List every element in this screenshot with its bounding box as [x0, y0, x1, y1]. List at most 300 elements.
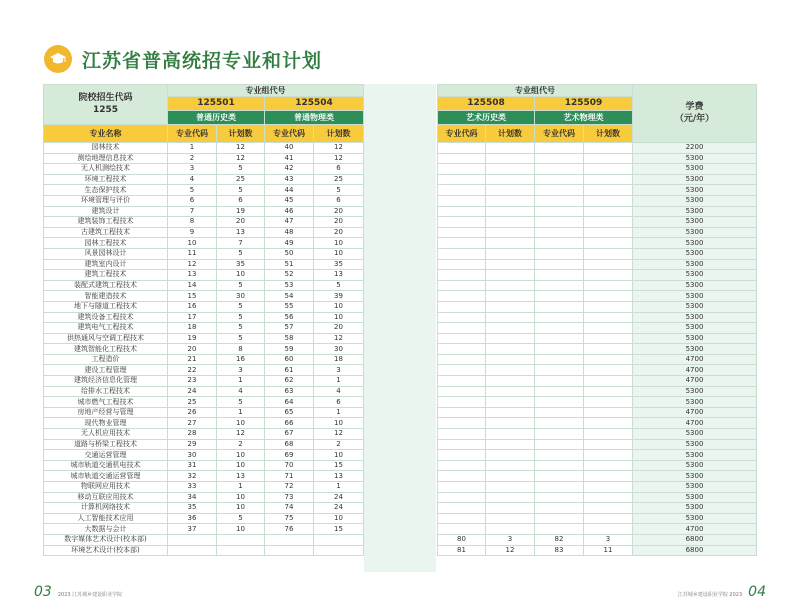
group-subject: 艺术历史类 — [438, 111, 535, 125]
major-code-cell — [168, 534, 217, 545]
tuition-cell: 5300 — [633, 248, 757, 259]
major-name-cell: 数字媒体艺术设计(校本部) — [44, 534, 168, 545]
plan-count-cell: 6 — [314, 195, 364, 206]
plan-count-cell: 3 — [217, 365, 265, 376]
major-code-cell — [535, 418, 584, 429]
fee-header-unit: （元/年） — [674, 113, 715, 124]
plan-count-cell: 2 — [314, 439, 364, 450]
plan-count-cell: 12 — [486, 545, 535, 556]
plan-count-cell: 6 — [217, 195, 265, 206]
plan-count-cell — [584, 513, 633, 524]
plan-count-cell — [486, 238, 535, 249]
table-row — [438, 524, 757, 535]
major-code-cell — [438, 450, 486, 461]
plan-count-cell — [584, 280, 633, 291]
plan-count-cell — [486, 344, 535, 355]
major-name-cell: 城市轨道交通运营管理 — [44, 471, 168, 482]
major-name-cell: 建筑工程技术 — [44, 270, 168, 281]
major-name-cell: 城市燃气工程技术 — [44, 397, 168, 408]
plan-count-cell: 5 — [217, 280, 265, 291]
plan-count-cell: 5 — [217, 397, 265, 408]
plan-count-cell — [486, 185, 535, 196]
major-code-cell: 9 — [168, 227, 217, 238]
plan-count-cell — [584, 376, 633, 387]
page-number-left: 03 — [34, 584, 52, 600]
plan-count-cell: 18 — [314, 354, 364, 365]
major-code-cell: 44 — [265, 185, 314, 196]
plan-count-cell — [584, 471, 633, 482]
tuition-cell: 5300 — [633, 323, 757, 334]
plan-count-cell: 10 — [217, 492, 265, 503]
table-row — [438, 312, 757, 323]
plan-count-cell: 10 — [314, 513, 364, 524]
plan-count-cell: 10 — [217, 524, 265, 535]
plan-count-cell — [486, 418, 535, 429]
plan-count-cell — [314, 545, 364, 556]
plan-count-cell — [584, 270, 633, 281]
major-code-cell: 26 — [168, 407, 217, 418]
tuition-cell: 5300 — [633, 513, 757, 524]
major-code-cell — [438, 195, 486, 206]
table-row — [44, 164, 364, 175]
table-row — [44, 206, 364, 217]
major-code-cell — [535, 259, 584, 270]
group-label: 专业组代号 — [438, 85, 633, 97]
plan-count-cell: 25 — [314, 174, 364, 185]
major-code-cell: 45 — [265, 195, 314, 206]
plan-count-cell: 25 — [217, 174, 265, 185]
major-name-cell: 地下与隧道工程技术 — [44, 301, 168, 312]
plan-count-cell — [486, 174, 535, 185]
major-name-cell: 给排水工程技术 — [44, 386, 168, 397]
table-row — [438, 333, 757, 344]
major-code-cell: 13 — [168, 270, 217, 281]
major-code-cell — [535, 344, 584, 355]
major-code-header: 专业代码 — [265, 125, 314, 143]
major-code-header: 专业代码 — [438, 125, 486, 143]
fee-header — [633, 85, 757, 143]
tuition-cell: 6800 — [633, 534, 757, 545]
plan-count-cell — [486, 450, 535, 461]
plan-count-cell — [486, 333, 535, 344]
major-code-cell — [438, 259, 486, 270]
plan-count-cell: 4 — [314, 386, 364, 397]
institution-label: 院校招生代码 — [78, 93, 133, 104]
major-code-cell — [535, 153, 584, 164]
table-row — [44, 450, 364, 461]
tuition-cell: 5300 — [633, 503, 757, 514]
tuition-cell: 5300 — [633, 185, 757, 196]
major-code-cell — [535, 301, 584, 312]
major-code-cell — [438, 174, 486, 185]
plan-count-cell — [584, 323, 633, 334]
major-name-cell: 大数据与会计 — [44, 524, 168, 535]
major-name-cell: 环境管理与评价 — [44, 195, 168, 206]
group-code: 125504 — [265, 97, 364, 111]
major-code-cell: 53 — [265, 280, 314, 291]
plan-count-cell: 19 — [217, 206, 265, 217]
plan-count-cell — [584, 397, 633, 408]
major-code-cell — [438, 344, 486, 355]
major-code-cell — [438, 397, 486, 408]
institution-cell — [44, 85, 168, 125]
table-row — [438, 386, 757, 397]
plan-count-cell — [217, 545, 265, 556]
table-row — [44, 280, 364, 291]
major-name-cell: 建筑设备工程技术 — [44, 312, 168, 323]
plan-count-cell: 11 — [584, 545, 633, 556]
table-row — [438, 471, 757, 482]
plan-count-cell — [486, 153, 535, 164]
page-number-right: 04 — [748, 584, 766, 600]
major-code-cell — [438, 365, 486, 376]
plan-count-cell — [486, 492, 535, 503]
major-code-cell — [438, 354, 486, 365]
tuition-cell: 4700 — [633, 354, 757, 365]
major-code-cell — [535, 450, 584, 461]
plan-count-cell — [486, 195, 535, 206]
plan-count-cell — [584, 227, 633, 238]
plan-count-cell: 12 — [217, 143, 265, 154]
plan-count-cell: 10 — [314, 238, 364, 249]
plan-count-cell: 24 — [314, 503, 364, 514]
major-code-cell: 6 — [168, 195, 217, 206]
major-code-cell: 7 — [168, 206, 217, 217]
table-row — [438, 195, 757, 206]
major-code-cell: 18 — [168, 323, 217, 334]
plan-count-cell: 4 — [217, 386, 265, 397]
major-code-cell: 81 — [438, 545, 486, 556]
major-name-cell: 智能建造技术 — [44, 291, 168, 302]
table-row — [44, 270, 364, 281]
major-code-cell — [535, 323, 584, 334]
table-row — [44, 174, 364, 185]
tuition-cell: 5300 — [633, 344, 757, 355]
tuition-cell: 5300 — [633, 397, 757, 408]
table-row — [438, 482, 757, 493]
tuition-cell: 5300 — [633, 259, 757, 270]
major-code-cell: 68 — [265, 439, 314, 450]
plan-count-cell: 10 — [314, 312, 364, 323]
plan-count-cell — [584, 143, 633, 154]
tuition-cell: 5300 — [633, 280, 757, 291]
major-name-cell: 园林技术 — [44, 143, 168, 154]
table-row — [438, 270, 757, 281]
plan-count-cell: 20 — [314, 323, 364, 334]
major-code-cell — [438, 291, 486, 302]
major-code-cell: 21 — [168, 354, 217, 365]
major-code-cell — [438, 323, 486, 334]
plan-count-cell: 10 — [217, 503, 265, 514]
major-code-cell: 16 — [168, 301, 217, 312]
major-code-cell — [438, 206, 486, 217]
major-code-cell — [438, 227, 486, 238]
table-row — [438, 365, 757, 376]
major-code-cell: 52 — [265, 270, 314, 281]
plan-count-cell — [314, 534, 364, 545]
major-name-cell: 建筑设计 — [44, 206, 168, 217]
plan-count-cell: 5 — [314, 185, 364, 196]
tuition-cell: 5300 — [633, 492, 757, 503]
major-name-cell: 建筑室内设计 — [44, 259, 168, 270]
major-code-cell — [438, 185, 486, 196]
major-code-cell — [535, 291, 584, 302]
major-code-cell — [265, 534, 314, 545]
plan-count-cell: 5 — [217, 312, 265, 323]
major-code-cell: 29 — [168, 439, 217, 450]
table-row — [44, 386, 364, 397]
group-code: 125508 — [438, 97, 535, 111]
plan-count-cell: 5 — [217, 185, 265, 196]
major-code-header: 专业代码 — [168, 125, 217, 143]
major-code-cell — [535, 238, 584, 249]
table-row — [44, 354, 364, 365]
major-code-cell: 58 — [265, 333, 314, 344]
major-name-header: 专业名称 — [44, 125, 168, 143]
major-code-cell — [535, 206, 584, 217]
major-code-cell: 31 — [168, 460, 217, 471]
table-row — [438, 344, 757, 355]
major-code-cell — [535, 333, 584, 344]
plan-count-cell — [584, 185, 633, 196]
tuition-cell: 5300 — [633, 386, 757, 397]
table-row — [44, 397, 364, 408]
major-code-cell — [438, 143, 486, 154]
major-code-cell — [438, 386, 486, 397]
plan-count-cell — [584, 217, 633, 228]
tuition-cell: 5300 — [633, 301, 757, 312]
table-row — [438, 238, 757, 249]
plan-count-cell: 35 — [314, 259, 364, 270]
plan-count-cell — [486, 164, 535, 175]
plan-header: 计划数 — [584, 125, 633, 143]
plan-count-cell — [486, 376, 535, 387]
table-row — [438, 397, 757, 408]
tuition-cell: 5300 — [633, 291, 757, 302]
tuition-cell: 5300 — [633, 450, 757, 461]
major-code-cell — [438, 270, 486, 281]
table-row — [44, 524, 364, 535]
major-code-cell — [438, 217, 486, 228]
plan-count-cell — [584, 344, 633, 355]
major-code-cell — [438, 312, 486, 323]
major-code-cell — [535, 397, 584, 408]
plan-count-cell — [486, 248, 535, 259]
tuition-cell: 5300 — [633, 164, 757, 175]
plan-header: 计划数 — [486, 125, 535, 143]
plan-count-cell: 15 — [314, 460, 364, 471]
group-label: 专业组代号 — [168, 85, 364, 97]
major-name-cell: 测绘地理信息技术 — [44, 153, 168, 164]
table-row — [438, 407, 757, 418]
plan-count-cell — [584, 153, 633, 164]
plan-count-cell: 12 — [314, 143, 364, 154]
major-code-cell — [535, 439, 584, 450]
major-code-cell: 22 — [168, 365, 217, 376]
major-code-cell: 12 — [168, 259, 217, 270]
plan-count-cell: 1 — [314, 407, 364, 418]
page-header — [44, 42, 322, 76]
major-code-cell — [438, 248, 486, 259]
plan-count-cell — [486, 312, 535, 323]
major-code-cell: 8 — [168, 217, 217, 228]
major-code-cell — [535, 482, 584, 493]
table-row — [438, 323, 757, 334]
major-code-cell — [535, 492, 584, 503]
table-row — [438, 418, 757, 429]
plan-count-cell: 10 — [314, 248, 364, 259]
plan-table-left — [43, 84, 364, 556]
major-code-cell — [535, 312, 584, 323]
major-code-cell — [438, 439, 486, 450]
major-code-cell — [438, 429, 486, 440]
page-gutter — [364, 84, 436, 572]
table-row — [438, 259, 757, 270]
tuition-cell: 5300 — [633, 312, 757, 323]
major-code-cell — [535, 217, 584, 228]
plan-count-cell — [584, 195, 633, 206]
graduation-cap-icon — [44, 45, 72, 73]
plan-count-cell: 5 — [217, 513, 265, 524]
plan-count-cell: 20 — [314, 227, 364, 238]
plan-count-cell — [584, 407, 633, 418]
major-code-cell — [535, 429, 584, 440]
plan-header: 计划数 — [217, 125, 265, 143]
plan-count-cell — [486, 323, 535, 334]
major-code-cell — [535, 174, 584, 185]
major-name-cell: 城市轨道交通机电技术 — [44, 460, 168, 471]
plan-header: 计划数 — [314, 125, 364, 143]
tuition-cell: 5300 — [633, 195, 757, 206]
table-row — [438, 206, 757, 217]
major-code-cell: 32 — [168, 471, 217, 482]
major-name-cell: 房地产经营与管理 — [44, 407, 168, 418]
major-code-cell: 19 — [168, 333, 217, 344]
plan-count-cell: 1 — [314, 376, 364, 387]
plan-count-cell — [584, 450, 633, 461]
plan-count-cell: 13 — [314, 471, 364, 482]
tuition-cell: 5300 — [633, 227, 757, 238]
major-code-cell: 49 — [265, 238, 314, 249]
major-code-cell — [438, 333, 486, 344]
major-code-cell: 11 — [168, 248, 217, 259]
plan-count-cell — [584, 259, 633, 270]
major-code-cell — [535, 195, 584, 206]
major-code-cell: 30 — [168, 450, 217, 461]
plan-count-cell: 5 — [217, 248, 265, 259]
plan-count-cell: 12 — [314, 333, 364, 344]
table-row — [438, 164, 757, 175]
tuition-cell: 5300 — [633, 174, 757, 185]
major-name-cell: 无人机应用技术 — [44, 429, 168, 440]
plan-count-cell: 16 — [217, 354, 265, 365]
major-code-cell: 46 — [265, 206, 314, 217]
major-code-cell — [438, 513, 486, 524]
major-code-cell: 41 — [265, 153, 314, 164]
group-subject: 普通历史类 — [168, 111, 265, 125]
table-row — [438, 248, 757, 259]
footer-text-right: 江苏城乡建设职业学院 2023 — [677, 592, 743, 598]
plan-count-cell: 39 — [314, 291, 364, 302]
major-code-cell: 76 — [265, 524, 314, 535]
major-code-cell — [535, 460, 584, 471]
plan-count-cell: 5 — [217, 333, 265, 344]
major-name-cell: 供热通风与空调工程技术 — [44, 333, 168, 344]
tuition-cell: 2200 — [633, 143, 757, 154]
major-code-cell: 50 — [265, 248, 314, 259]
plan-count-cell: 10 — [314, 418, 364, 429]
tuition-cell: 4700 — [633, 524, 757, 535]
plan-count-cell: 10 — [314, 301, 364, 312]
tuition-cell: 5300 — [633, 471, 757, 482]
plan-count-cell: 10 — [217, 450, 265, 461]
major-code-cell: 20 — [168, 344, 217, 355]
tuition-cell: 4700 — [633, 418, 757, 429]
plan-count-cell: 10 — [314, 450, 364, 461]
group-code: 125501 — [168, 97, 265, 111]
table-row — [44, 365, 364, 376]
major-name-cell: 环境工程技术 — [44, 174, 168, 185]
table-row — [438, 143, 757, 154]
major-code-cell — [438, 164, 486, 175]
major-code-cell: 40 — [265, 143, 314, 154]
tuition-cell: 5300 — [633, 439, 757, 450]
plan-count-cell: 10 — [217, 460, 265, 471]
major-code-cell: 65 — [265, 407, 314, 418]
table-row — [438, 492, 757, 503]
footer-left — [34, 584, 128, 600]
plan-count-cell — [584, 482, 633, 493]
table-row — [438, 429, 757, 440]
major-code-cell: 35 — [168, 503, 217, 514]
table-row — [44, 333, 364, 344]
major-code-cell: 36 — [168, 513, 217, 524]
plan-count-cell: 2 — [217, 439, 265, 450]
table-row — [44, 418, 364, 429]
major-name-cell: 交通运营管理 — [44, 450, 168, 461]
plan-count-cell: 12 — [217, 429, 265, 440]
major-code-cell — [438, 301, 486, 312]
major-code-cell: 42 — [265, 164, 314, 175]
plan-count-cell — [584, 460, 633, 471]
table-row — [438, 450, 757, 461]
major-code-cell: 10 — [168, 238, 217, 249]
major-code-cell: 17 — [168, 312, 217, 323]
plan-count-cell: 1 — [314, 482, 364, 493]
plan-count-cell: 3 — [314, 365, 364, 376]
plan-count-cell — [486, 143, 535, 154]
page-title: 江苏省普高统招专业和计划 — [82, 49, 323, 72]
major-code-cell: 55 — [265, 301, 314, 312]
plan-count-cell — [486, 259, 535, 270]
major-code-cell: 73 — [265, 492, 314, 503]
plan-count-cell: 1 — [217, 407, 265, 418]
major-code-cell: 51 — [265, 259, 314, 270]
major-code-cell — [535, 227, 584, 238]
table-row — [438, 545, 757, 556]
major-name-cell: 现代物业管理 — [44, 418, 168, 429]
table-row — [438, 354, 757, 365]
major-code-cell: 43 — [265, 174, 314, 185]
institution-code: 1255 — [92, 104, 119, 115]
table-row — [438, 291, 757, 302]
table-row — [44, 376, 364, 387]
major-name-cell: 园林工程技术 — [44, 238, 168, 249]
plan-count-cell — [584, 164, 633, 175]
major-code-cell — [535, 503, 584, 514]
major-code-cell: 33 — [168, 482, 217, 493]
table-row — [44, 513, 364, 524]
